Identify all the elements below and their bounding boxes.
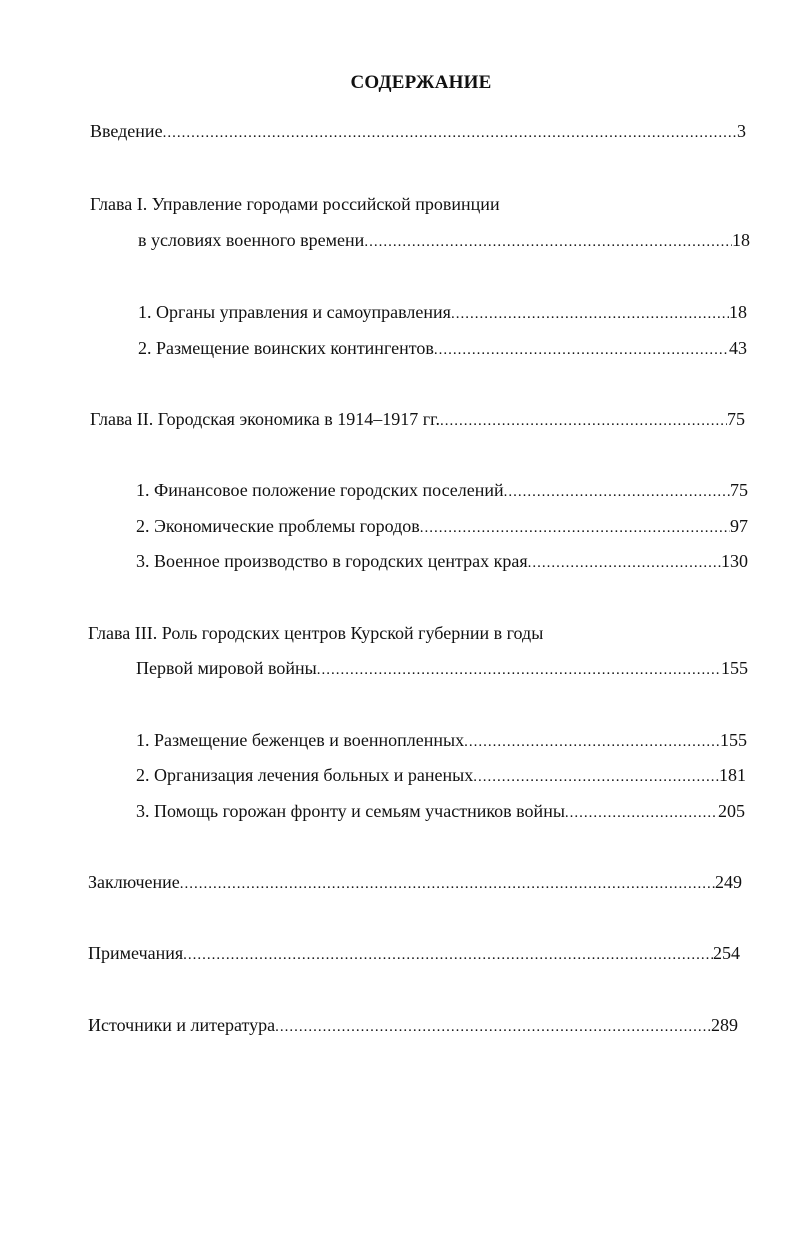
toc-page-number: 205 xyxy=(718,801,745,821)
toc-entry-conclusion xyxy=(88,871,742,895)
toc-entry-label: в условиях военного времени xyxy=(138,230,365,250)
toc-page-number: 18 xyxy=(729,302,747,322)
leader-dots xyxy=(473,766,719,788)
toc-entry-ch2-sec2 xyxy=(136,515,748,539)
toc-entry-ch3-sec1 xyxy=(136,729,747,753)
leader-dots xyxy=(183,944,713,966)
leader-dots xyxy=(528,552,721,574)
toc-page-number: 75 xyxy=(730,480,748,500)
leader-dots xyxy=(464,731,720,753)
chapter-1-heading: Глава I. Управление городами российской провинции xyxy=(90,194,500,214)
toc-entry-chapter-3 xyxy=(136,657,748,681)
page-title: СОДЕРЖАНИЕ xyxy=(350,72,492,93)
toc-page-number: 155 xyxy=(721,658,748,678)
toc-entry-ch3-sec3 xyxy=(136,800,745,824)
leader-dots xyxy=(451,303,729,325)
toc-entry-label: Заключение xyxy=(88,872,180,892)
leader-dots xyxy=(317,659,721,681)
toc-entry-notes xyxy=(88,942,740,966)
toc-entry-label: 3. Помощь горожан фронту и семьям участников войны xyxy=(136,801,565,821)
toc-page-number: 289 xyxy=(711,1015,738,1035)
toc-page-number: 3 xyxy=(737,121,746,141)
leader-dots xyxy=(364,231,732,253)
toc-entry-ch2-sec1 xyxy=(136,479,748,503)
leader-dots xyxy=(275,1016,711,1038)
toc-page-number: 155 xyxy=(720,730,747,750)
toc-page-number: 43 xyxy=(729,338,747,358)
toc-entry-label: Глава II. Городская экономика в 1914–1917 гг. xyxy=(90,409,441,429)
toc-entry-label: Первой мировой войны xyxy=(136,658,317,678)
toc-entry-chapter-2 xyxy=(90,408,745,432)
toc-page-number: 130 xyxy=(721,551,748,571)
toc-entry-chapter-1 xyxy=(138,229,750,253)
toc-page-number: 181 xyxy=(719,765,746,785)
toc-entry-label: 2. Экономические проблемы городов xyxy=(136,516,420,536)
chapter-3-heading: Глава III. Роль городских центров Курской губернии в годы xyxy=(88,623,544,643)
toc-entry-ch1-sec2 xyxy=(138,337,747,361)
toc-page-number: 97 xyxy=(730,516,748,536)
toc-page-number: 18 xyxy=(732,230,750,250)
toc-entry-label: Введение xyxy=(90,121,163,141)
leader-dots xyxy=(163,122,737,144)
toc-entry-label: 1. Размещение беженцев и военнопленных xyxy=(136,730,465,750)
leader-dots xyxy=(420,517,730,539)
leader-dots xyxy=(565,802,718,824)
toc-page-number: 254 xyxy=(713,943,740,963)
toc-entry-intro xyxy=(90,120,746,144)
leader-dots xyxy=(434,339,729,361)
leader-dots xyxy=(504,481,730,503)
toc-entry-label: 2. Размещение воинских контингентов xyxy=(138,338,434,358)
toc-entry-ch3-sec2 xyxy=(136,764,746,788)
toc-entry-ch2-sec3 xyxy=(136,550,748,574)
toc-entry-sources xyxy=(88,1014,738,1038)
toc-page-number: 75 xyxy=(727,409,745,429)
toc-page-number: 249 xyxy=(715,872,742,892)
toc-entry-label: 1. Органы управления и самоуправления xyxy=(138,302,451,322)
toc-entry-label: Примечания xyxy=(88,943,184,963)
toc-entry-ch1-sec1 xyxy=(138,301,747,325)
toc-entry-label: 2. Организация лечения больных и раненых xyxy=(136,765,474,785)
leader-dots xyxy=(180,873,715,895)
toc-entry-label: Источники и литература xyxy=(88,1015,276,1035)
toc-entry-label: 3. Военное производство в городских центрах края xyxy=(136,551,528,571)
leader-dots xyxy=(440,410,727,432)
toc-entry-label: 1. Финансовое положение городских поселений xyxy=(136,480,504,500)
